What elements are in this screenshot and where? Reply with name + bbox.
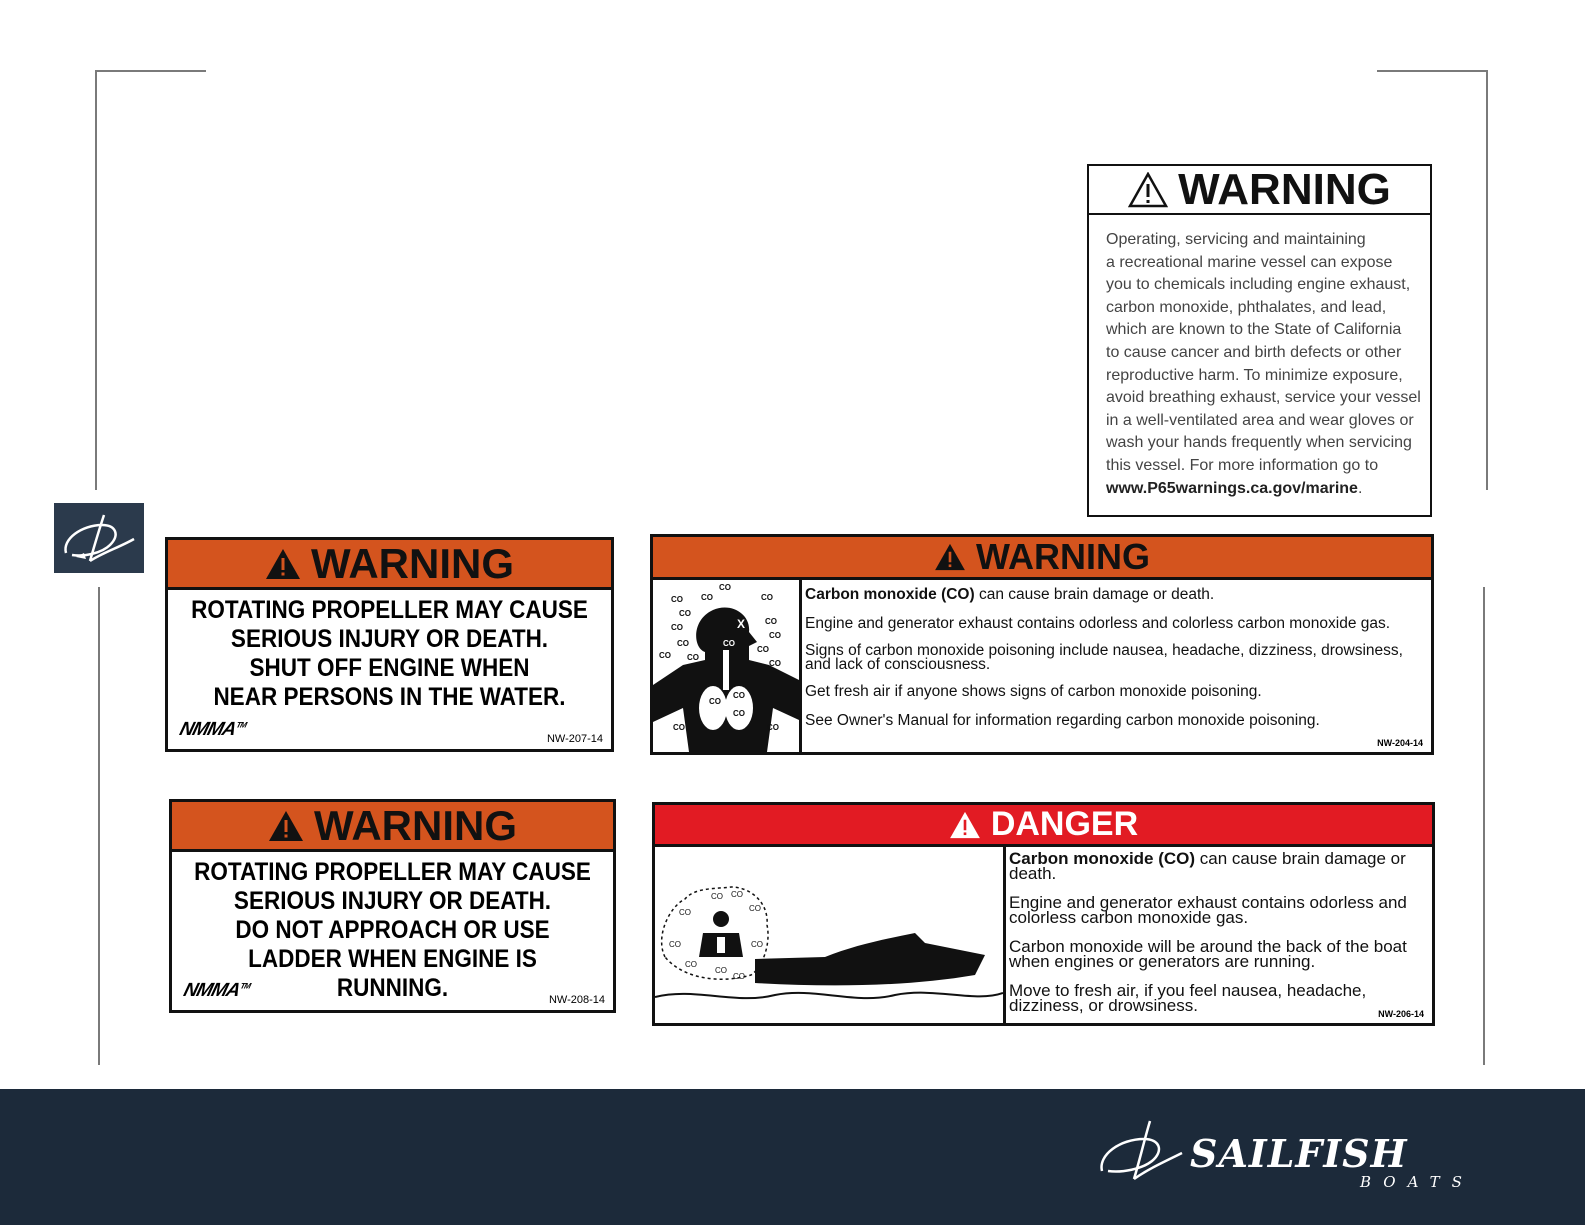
co-glyph: CO [765,617,777,626]
co-glyph: CO [659,651,671,660]
danger-triangle-icon [949,811,981,839]
co-glyph: CO [757,645,769,654]
co-warning-text [805,586,1425,730]
sailfish-logo [1094,1115,1474,1195]
co-glyph: CO [669,940,681,949]
prop-warning-label-1 [165,537,614,752]
co-warning-header [653,537,1431,580]
danger-p1 [1009,851,1422,881]
prop-2-line: DO NOT APPROACH OR USE [235,916,550,944]
danger-p3: Carbon monoxide will be around the back of the boat when engines or generators are running. [1009,937,1407,971]
ca-label-body [1089,215,1430,500]
prop-2-line: SERIOUS INJURY OR DEATH. [233,887,552,915]
danger-text [1009,851,1422,1013]
co-glyph: CO [671,623,683,632]
prop-1-line: SERIOUS INJURY OR DEATH. [230,625,549,653]
nmma-logo [177,719,248,741]
danger-p1-bold: Carbon monoxide (CO) [1009,849,1196,868]
frame-top-right [1377,70,1488,72]
co-glyph: CO [723,639,735,648]
ca-line: Operating, servicing and maintaining [1106,231,1366,248]
co-warning-p1-bold: Carbon monoxide (CO) [805,586,975,603]
danger-p1-rest: can cause brain damage or death. [1009,849,1406,883]
frame-right-lower [1483,587,1485,1065]
co-glyph: CO [733,709,745,718]
co-warning-header-text: WARNING [976,536,1150,577]
co-glyph: CO [767,723,779,732]
prop-2-line: ROTATING PROPELLER MAY CAUSE [194,858,591,886]
co-figure [653,580,802,752]
ca-label-header [1089,166,1430,215]
nmma-logo-text: NMMA [181,980,243,1001]
nmma-tm: TM [239,981,252,991]
prop-1-line: ROTATING PROPELLER MAY CAUSE [191,596,588,624]
ca-line: a recreational marine vessel can expose [1106,253,1393,271]
co-glyph: CO [751,940,763,949]
nmma-logo [181,980,252,1002]
co-glyph: CO [677,639,689,648]
co-glyph: CO [673,723,685,732]
danger-p4: Move to fresh air, if you feel nausea, headache, dizziness, or drowsiness. [1009,981,1367,1015]
brand-name: SAILFISH [1190,1131,1408,1176]
co-glyph: CO [731,890,743,899]
prop-1-body [190,590,589,712]
co-glyph: CO [749,904,761,913]
co-glyph: CO [671,595,683,604]
co-glyph: CO [679,609,691,618]
ca-line: wash your hands frequently when servicing [1106,434,1412,452]
frame-top-left [95,70,206,72]
prop-2-line: LADDER WHEN ENGINE IS RUNNING. [248,945,537,1002]
co-glyph: CO [733,972,745,981]
ca-line: reproductive harm. To minimize exposure, [1106,366,1403,384]
co-warning-p1 [805,586,1425,604]
frame-left-lower [98,587,100,1065]
co-glyph: CO [715,966,727,975]
frame-right-upper [1486,70,1488,490]
danger-header [655,805,1432,847]
prop-1-line: NEAR PERSONS IN THE WATER. [213,683,566,711]
prop-1-header [168,540,611,590]
co-glyph: CO [687,653,699,662]
brand-sub: BOATS [1360,1173,1474,1191]
boat-co-illustration [655,847,1003,1023]
danger-header-text: DANGER [990,805,1139,843]
prop-1-line: SHUT OFF ENGINE WHEN [249,654,530,682]
ca-label-header-text: WARNING [1178,164,1391,214]
warning-outline-icon [1128,172,1168,208]
co-glyph: CO [769,631,781,640]
ca-url: www.P65warnings.ca.gov/marine [1106,479,1358,497]
co-glyph: CO [701,593,713,602]
warning-triangle-icon [934,543,966,571]
co-warning-p1-rest: can cause brain damage or death. [974,586,1215,603]
co-glyph: CO [709,697,721,706]
nmma-tm: TM [235,720,248,730]
danger-co-label [652,802,1435,1026]
co-glyph: CO [679,908,691,917]
warning-triangle-icon [265,548,301,580]
co-glyph: CO [769,659,781,668]
co-glyph: CO [761,593,773,602]
prop-warning-label-2 [169,799,616,1013]
co-glyph: CO [711,892,723,901]
ca-url-line [1106,478,1430,501]
nmma-logo-text: NMMA [177,719,239,740]
danger-figure [655,847,1006,1023]
co-warning-p5: See Owner's Manual for information regarding carbon monoxide poisoning. [805,712,1320,729]
footer-bar [0,1089,1585,1225]
co-warning-label [650,534,1434,755]
ca-url-suffix: . [1357,479,1363,497]
ca-line: avoid breathing exhaust, service your vessel [1106,389,1421,407]
ca-line: you to chemicals including engine exhaust, [1106,276,1411,294]
co-person-illustration [653,580,799,752]
co-warning-code: NW-204-14 [1377,738,1423,748]
frame-left-upper [95,70,97,490]
co-warning-p2: Engine and generator exhaust contains odorless and colorless carbon monoxide gas. [805,615,1391,632]
warning-triangle-icon [268,810,304,842]
prop-1-header-text: WARNING [311,539,514,587]
danger-code: NW-206-14 [1378,1009,1424,1019]
co-warning-p4: Get fresh air if anyone shows signs of carbon monoxide poisoning. [805,683,1262,700]
ca-line: to cause cancer and birth defects or other [1106,343,1402,361]
side-logo [54,503,144,573]
ca-line: carbon monoxide, phthalates, and lead, [1106,298,1387,316]
danger-p2: Engine and generator exhaust contains odorless and colorless carbon monoxide gas. [1009,893,1407,927]
prop-2-code: NW-208-14 [548,994,605,1006]
co-glyph: CO [685,960,697,969]
co-warning-p3: Signs of carbon monoxide poisoning include nausea, headache, dizziness, drowsiness, and lack of consciousness. [805,642,1403,673]
prop-2-body [194,852,591,1003]
prop-2-header [172,802,613,852]
ca-prop65-label [1087,164,1432,517]
prop-2-header-text: WARNING [314,801,517,849]
x-eye-icon: X [737,617,746,631]
ca-line: this vessel. For more information go to [1106,456,1379,474]
ca-line: which are known to the State of California [1106,321,1402,339]
co-glyph: CO [733,691,745,700]
sailfish-emblem-icon [1094,1115,1184,1185]
co-glyph: CO [719,583,731,592]
prop-1-code: NW-207-14 [546,733,603,745]
ca-line: in a well-ventilated area and wear gloves or [1106,411,1414,429]
